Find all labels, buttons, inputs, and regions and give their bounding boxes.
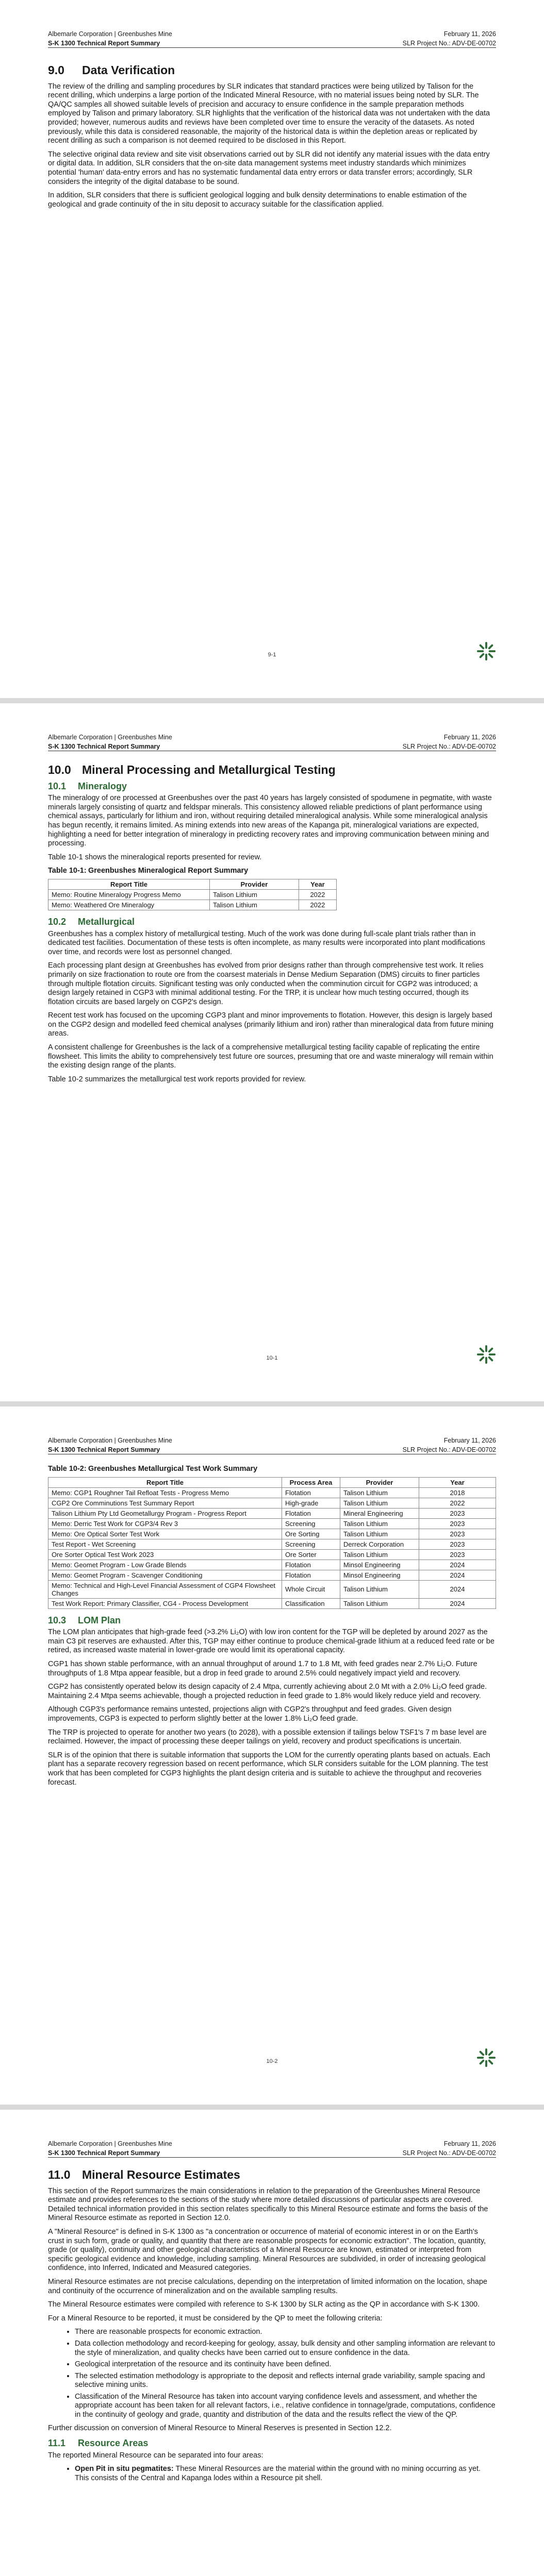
table-cell: 2022 (419, 1498, 496, 1508)
metallurgical-test-work-table (48, 1477, 496, 1609)
page-9-1 (0, 0, 544, 698)
subsection-heading: 11.1 Resource Areas (48, 2438, 149, 2449)
header-date: February 11, 2026 (443, 1437, 496, 1444)
table-cell: Talison Lithium (340, 1580, 419, 1598)
table-cell: Memo: Geomet Program - Scavenger Conditioning (48, 1570, 282, 1580)
table-cell: 2024 (419, 1580, 496, 1598)
paragraph: The TRP is projected to operate for another two years (to 2028), with a possible extension if tailings below TSF1's 7 m base level are reclaimed. However, the impact of processing these deeper tailings on yield, recovery and product specifications is uncertain. (48, 1728, 487, 1746)
table-caption: Table 10-1: Greenbushes Mineralogical Report Summary (48, 867, 249, 875)
list-item: • Geological interpretation of the resource and its continuity have been defined. (75, 2360, 496, 2369)
page-number: 10-2 (266, 2058, 278, 2064)
table-cell: 2023 (419, 1539, 496, 1549)
list-item (75, 2465, 496, 2483)
page-11-1 (0, 2110, 544, 2576)
slr-logo-icon (476, 641, 496, 661)
subsection-heading: 10.3 LOM Plan (48, 1615, 121, 1625)
paragraph: This section of the Report summarizes the main considerations in relation to the preparation of the Greenbushes Mineral Resource estimate and provides references to the sections of the study where more detailed discussions of particular aspects are covered. Detailed technical information provided in this section relates specifically to this Mineral Resource estimate and forms the basis of the Mineral Resource estimate as reported in Section 12.0. (48, 2187, 488, 2223)
page-header (48, 2140, 496, 2158)
header-date: February 11, 2026 (443, 2140, 496, 2147)
table-cell: Talison Lithium (340, 1487, 419, 1498)
paragraph: Recent test work has focused on the upcoming CGP3 plant and minor improvements to flotation. However, this design is largely based on the CGP2 design and modelled feed chemical analyses (primarily lithium and iron) rather than mineralogical data from future mining areas. (48, 1011, 493, 1038)
table-cell: 2018 (419, 1487, 496, 1498)
table-header-row (48, 1477, 496, 1487)
header-project-no: SLR Project No.: ADV-DE-00702 (402, 743, 496, 750)
table-cell: Flotation (282, 1487, 340, 1498)
paragraph: Further discussion on conversion of Mineral Resource to Mineral Reserves is presented in Section 12.2. (48, 2424, 392, 2432)
table-cell: 2022 (299, 900, 336, 910)
table-header-row (48, 879, 337, 889)
table-cell: Classification (282, 1598, 340, 1608)
table-row (48, 1539, 496, 1549)
table-cell: Screening (282, 1539, 340, 1549)
subsection-heading: 10.2 Metallurgical (48, 916, 135, 927)
paragraph: CGP2 has consistently operated below its design capacity of 2.4 Mtpa, currently achieving about 2.0 Mt with a 2.0% Li₂O feed grade. Maintaining 2.4 Mtpa seems achievable, though a projected reduction in feed grade to 1.8% would likely reduce yield and recovery. (48, 1683, 487, 1700)
header-report-title: S-K 1300 Technical Report Summary (48, 743, 160, 750)
table-cell: Talison Lithium (210, 900, 299, 910)
header-date: February 11, 2026 (443, 734, 496, 741)
table-row (48, 1598, 496, 1608)
table-cell: 2024 (419, 1570, 496, 1580)
header-company: Albemarle Corporation | Greenbushes Mine (48, 1437, 172, 1444)
table-header: Report Title (48, 1477, 282, 1487)
table-row (48, 900, 337, 910)
header-report-title: S-K 1300 Technical Report Summary (48, 2149, 160, 2157)
page-header (48, 30, 496, 48)
list-item-label: Open Pit in situ pegmatites: (75, 2465, 174, 2473)
page-10-2 (0, 1406, 544, 2105)
table-cell: Flotation (282, 1570, 340, 1580)
paragraph: The reported Mineral Resource can be separated into four areas: (48, 2451, 263, 2460)
table-row (48, 889, 337, 900)
subsection-heading: 10.1 Mineralogy (48, 781, 127, 791)
table-cell: Talison Lithium (340, 1529, 419, 1539)
table-header: Report Title (48, 879, 210, 889)
table-row (48, 1560, 496, 1570)
paragraph: The mineralogy of ore processed at Greenbushes over the past 40 years has largely consisted of spodumene in pegmatite, with waste minerals largely consisting of quartz and feldspar minerals. This consistency allowed reliable predictions of plant performance using chemical assays, particularly for lithium and iron, without requiring detailed mineralogical analysis. While some mineralogical analysis has begun recently, it remains limited. As mining extends into new areas of the Kapanga pit, mineralogical variations are expected, highlighting a need for better integration of mineralogy in predicting recovery rates and improving communication between mining and processing. (48, 794, 492, 848)
table-cell: Derreck Corporation (340, 1539, 419, 1549)
table-row (48, 1487, 496, 1498)
table-caption: Table 10-2: Greenbushes Metallurgical Test Work Summary (48, 1465, 258, 1473)
header-project-no: SLR Project No.: ADV-DE-00702 (402, 1446, 496, 1453)
table-row (48, 1518, 496, 1529)
header-report-title: S-K 1300 Technical Report Summary (48, 40, 160, 47)
page-header (48, 733, 496, 751)
list-item: • The selected estimation methodology is appropriate to the deposit and reflects internal grade variability, sample spacing and selective mining units. (75, 2372, 496, 2390)
paragraph: Although CGP3's performance remains untested, projections align with CGP2's throughput and feed grades. Given design improvements, CGP3 is expected to perform slightly better at the lower 1.8% Li₂O feed grade. (48, 1705, 452, 1723)
page-number: 9-1 (268, 652, 276, 658)
table-cell: Flotation (282, 1508, 340, 1518)
paragraph: Each processing plant design at Greenbushes has evolved from prior designs rather than through comprehensive test work. It relies primarily on size fractionation to route ore from the coarsest materials in Dense Medium Separation (DMS) circuits to finer particles through multiple flotation circuits. Significant testing was only conducted when the comminution circuit for CGP2 was introduced; a design largely retained in CGP3 with minimal additional testing. For the TRP, it is unclear how much testing occurred, though its flotation circuits are based largely on CGP2's design. (48, 961, 484, 1006)
table-cell: Memo: CGP1 Roughner Tail Refloat Tests - Progress Memo (48, 1487, 282, 1498)
table-row (48, 1529, 496, 1539)
header-company: Albemarle Corporation | Greenbushes Mine (48, 734, 172, 741)
paragraph: A "Mineral Resource" is defined in S-K 1300 as "a concentration or occurrence of material of economic interest in or on the Earth's crust in such form, grade or quality, and quantity that there are reasonable prospects for economic extraction". The location, quantity, grade (or quality), continuity and other geological characteristics of a Mineral Resource are known, estimated or interpreted from specific geological evidence and knowledge, including sampling. Mineral Resources are subdivided, in order of increasing geological confidence, into Inferred, Indicated and Measured categories. (48, 2227, 486, 2273)
table-cell: 2023 (419, 1508, 496, 1518)
table-cell: Test Report - Wet Screening (48, 1539, 282, 1549)
table-header: Provider (210, 879, 299, 889)
paragraph: Mineral Resource estimates are not precise calculations, depending on the interpretation of limited information on the location, shape and continuity of the occurrence of mineralization and on the available sampling results. (48, 2277, 487, 2295)
header-project-no: SLR Project No.: ADV-DE-00702 (402, 2149, 496, 2157)
paragraph: In addition, SLR considers that there is sufficient geological logging and bulk density determinations to enable estimation of the geological and grade continuity of the in situ deposit to accuracy suitable for the classification applied. (48, 191, 467, 209)
table-header: Provider (340, 1477, 419, 1487)
paragraph: Table 10-1 shows the mineralogical reports presented for review. (48, 853, 262, 861)
paragraph: The Mineral Resource estimates were compiled with reference to S-K 1300 by SLR acting as the QP in accordance with S-K 1300. (48, 2300, 480, 2309)
paragraph: The selective original data review and site visit observations carried out by SLR did not identify any material issues with the data entry or digital data. In addition, SLR considers that the on-site data management systems meet industry standards which minimizes potential 'human' data-entry errors and has no systematic fundamental data entry errors or data transfer errors; accordingly, SLR considers the integrity of the digital database to be sound. (48, 150, 490, 186)
slr-logo-icon (476, 2048, 496, 2067)
section-heading: 10.0 Mineral Processing and Metallurgical Testing (48, 763, 336, 776)
table-cell: 2023 (419, 1529, 496, 1539)
paragraph: CGP1 has shown stable performance, with an annual throughput of around 1.7 to 1.8 Mt, with feed grades near 2.7% Li₂O. Future throughputs of 1.8 Mtpa appear feasible, but a drop in feed grade to around 2.5% could negatively impact yield and recovery. (48, 1659, 477, 1677)
table-header: Year (419, 1477, 496, 1487)
page-10-1 (0, 703, 544, 1401)
table-row (48, 1508, 496, 1518)
table-cell: Ore Sorting (282, 1529, 340, 1539)
table-cell: 2023 (419, 1518, 496, 1529)
header-company: Albemarle Corporation | Greenbushes Mine (48, 30, 172, 38)
table-cell: Ore Sorter Optical Test Work 2023 (48, 1549, 282, 1560)
table-cell: Memo: Derric Test Work for CGP3/4 Rev 3 (48, 1518, 282, 1529)
table-cell: Memo: Ore Optical Sorter Test Work (48, 1529, 282, 1539)
table-cell: Talison Lithium (340, 1549, 419, 1560)
header-project-no: SLR Project No.: ADV-DE-00702 (402, 40, 496, 47)
table-cell: 2023 (419, 1549, 496, 1560)
header-company: Albemarle Corporation | Greenbushes Mine (48, 2140, 172, 2147)
table-cell: Screening (282, 1518, 340, 1529)
table-cell: Talison Lithium (340, 1518, 419, 1529)
mineralogical-report-table (48, 879, 337, 910)
table-cell: Mineral Engineering (340, 1508, 419, 1518)
table-header: Process Area (282, 1477, 340, 1487)
table-cell: 2022 (299, 889, 336, 900)
list-item-text: These Mineral Resources are the material within the ground with no mining occurring as yet. This consists of the Central and Kapanga lodes within a Resource pit shell. (75, 2465, 481, 2483)
paragraph: The review of the drilling and sampling procedures by SLR indicates that standard practices were being utilized by Talison for the recent drilling, which underpins a large portion of the Indicated Mineral Resource, with no material issues being noted by SLR. The QA/QC samples all showed suitable levels of precision and accuracy to ensure confidence in the sample preparation methods employed by Talison and primary laboratory. SLR highlights that the verification of the historical data was not undertaken with the data provided; however, numerous audits and reviews have been completed over time to ensure the veracity of the datasets. As noted previously, while this data is considered reasonable, the majority of the historical data is within the depletion areas or replicated by recent drilling as such a comparison is not deemed required to be disclosed in this Report. (48, 82, 490, 145)
table-cell: Flotation (282, 1560, 340, 1570)
page-number: 10-1 (266, 1355, 278, 1361)
table-cell: Minsol Engineering (340, 1560, 419, 1570)
paragraph: For a Mineral Resource to be reported, it must be considered by the QP to meet the following criteria: (48, 2314, 383, 2323)
table-cell: High-grade (282, 1498, 340, 1508)
header-report-title: S-K 1300 Technical Report Summary (48, 1446, 160, 1453)
table-cell: Talison Lithium Pty Ltd Geometallurgy Program - Progress Report (48, 1508, 282, 1518)
table-row (48, 1549, 496, 1560)
section-heading: 11.0 Mineral Resource Estimates (48, 2168, 240, 2181)
table-cell: Memo: Weathered Ore Mineralogy (48, 900, 210, 910)
table-row (48, 1570, 496, 1580)
paragraph: SLR is of the opinion that there is suitable information that supports the LOM for the currently operating plants based on actuals. Each plant has a separate recovery regression based on recent performance, which SLR considers suitable for the LOM planning. The test work that has been completed for CGP3 highlights the plant design criteria and is suitable to achieve the throughput and recoveries forecast. (48, 1751, 490, 1787)
list-item: • There are reasonable prospects for economic extraction. (75, 2328, 496, 2337)
table-cell: Ore Sorter (282, 1549, 340, 1560)
table-cell: Memo: Geomet Program - Low Grade Blends (48, 1560, 282, 1570)
list-item: • Classification of the Mineral Resource has taken into account varying confidence levels and assessment, and whether the appropriate account has been taken for all relevant factors, i.e., relative confidence in tonnage/grade, computations, confidence in the continuity of geology and grade, quantity and distribution of the data and the results reflect the view of the QP. (75, 2393, 496, 2420)
table-cell: Talison Lithium (340, 1498, 419, 1508)
table-cell: Talison Lithium (210, 889, 299, 900)
resource-area-list (48, 2465, 496, 2483)
table-cell: Memo: Routine Mineralogy Progress Memo (48, 889, 210, 900)
table-row (48, 1498, 496, 1508)
paragraph: Table 10-2 summarizes the metallurgical test work reports provided for review. (48, 1075, 306, 1083)
table-cell: Whole Circuit (282, 1580, 340, 1598)
table-cell: 2024 (419, 1598, 496, 1608)
header-date: February 11, 2026 (443, 30, 496, 38)
table-cell: CGP2 Ore Comminutions Test Summary Report (48, 1498, 282, 1508)
slr-logo-icon (476, 1345, 496, 1364)
table-cell: Talison Lithium (340, 1598, 419, 1608)
section-heading: 9.0 Data Verification (48, 63, 175, 77)
table-cell: Test Work Report: Primary Classifier, CG4 - Process Development (48, 1598, 282, 1608)
paragraph: The LOM plan anticipates that high-grade feed (>3.2% Li₂O) with low iron content for the TGP will be depleted by around 2027 as the main C3 pit reserves are exhausted. After this, TGP may either continue to produce chemical-grade lithium at a reduced feed rate or be retired, as increased waste material in lower-grade ore would limit its operational capacity. (48, 1628, 494, 1655)
criteria-list (48, 2328, 496, 2419)
list-item: • Data collection methodology and record-keeping for geology, assay, bulk density and other sampling information are relevant to the style of mineralization, and quality checks have been carried out to ensure confidence in the data. (75, 2340, 496, 2358)
paragraph: Greenbushes has a complex history of metallurgical testing. Much of the work was done during full-scale plant trials rather than in dedicated test facilities. Documentation of these tests is often incomplete, as many results were incorporated into plant modifications over time, and records were lost as personnel changed. (48, 929, 485, 956)
paragraph: A consistent challenge for Greenbushes is the lack of a comprehensive metallurgical testing facility capable of replicating the entire flowsheet. This limits the ability to comprehensively test future ore sources, presuming that ore and waste mineralogy will remain within the existing design range of the plants. (48, 1043, 493, 1070)
table-header: Year (299, 879, 336, 889)
table-cell: Memo: Technical and High-Level Financial Assessment of CGP4 Flowsheet Changes (48, 1580, 282, 1598)
table-cell: Minsol Engineering (340, 1570, 419, 1580)
page-header (48, 1436, 496, 1454)
table-row (48, 1580, 496, 1598)
table-cell: 2024 (419, 1560, 496, 1570)
